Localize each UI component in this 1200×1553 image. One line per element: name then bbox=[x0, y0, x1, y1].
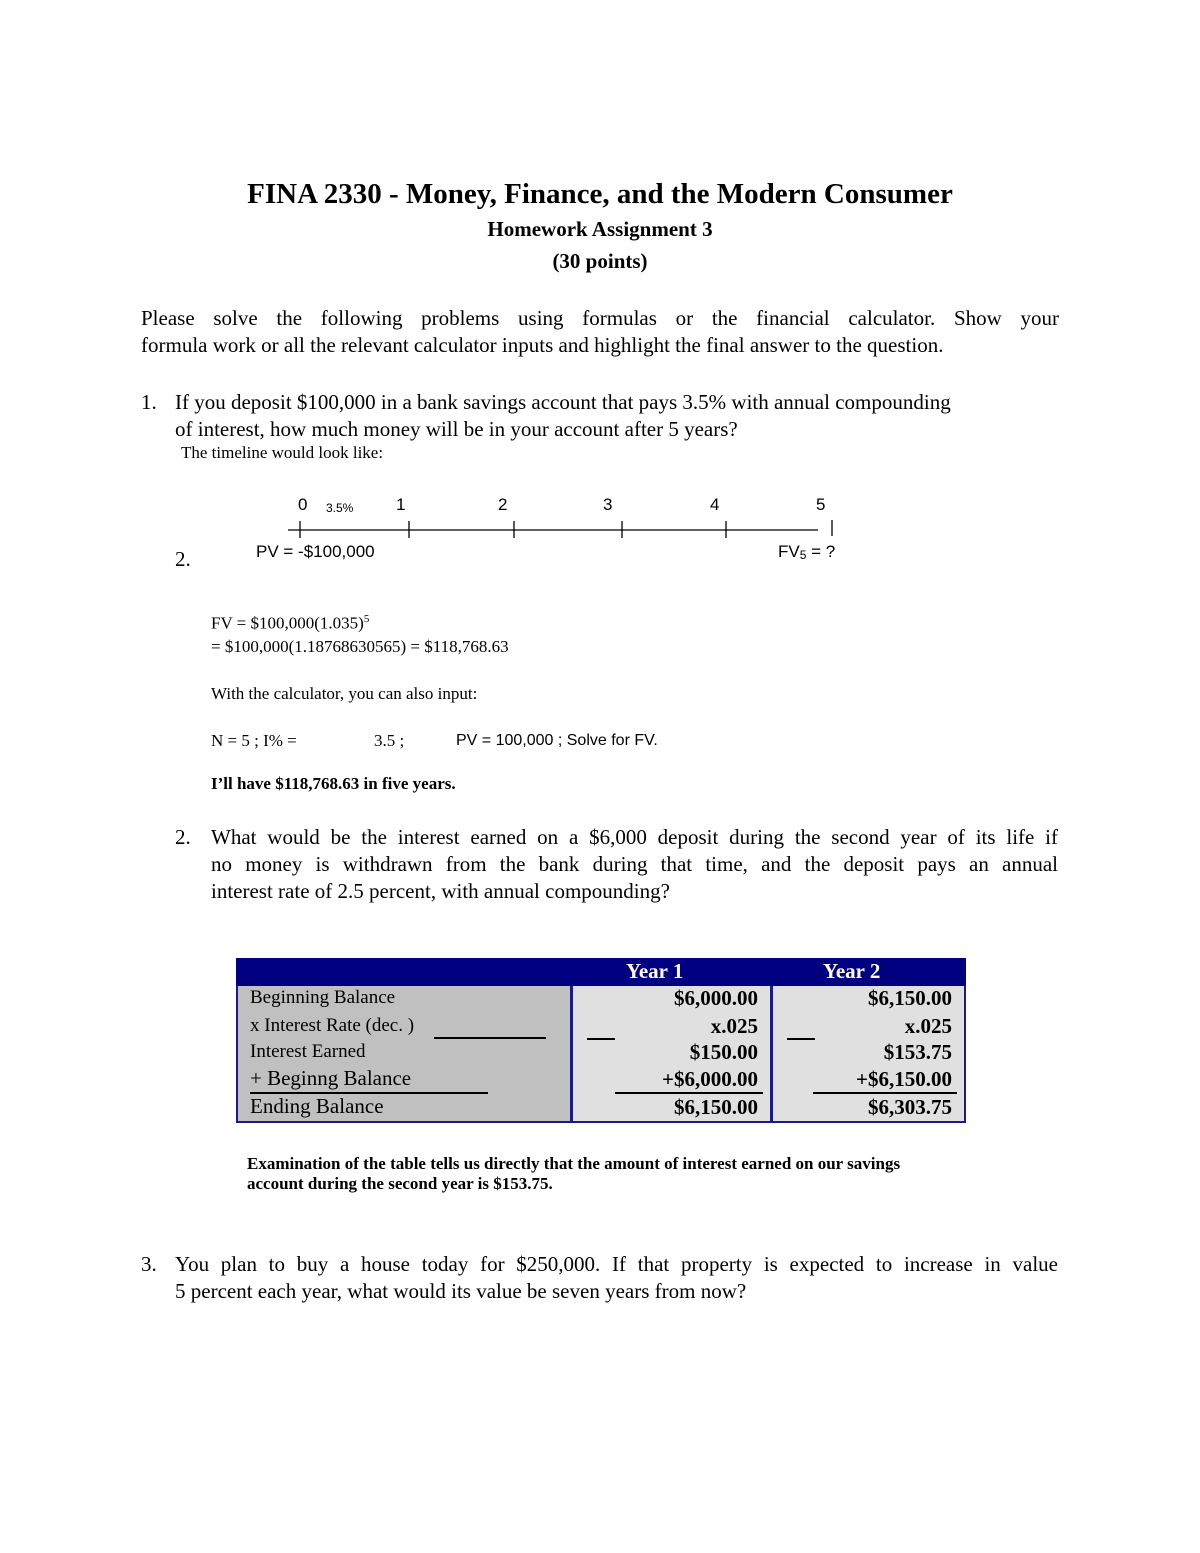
label-column bbox=[236, 986, 570, 1123]
row-label-beginning-balance: Beginning Balance bbox=[250, 987, 396, 1008]
timeline-fv: FV5 = ? bbox=[778, 542, 836, 562]
interest-table bbox=[236, 958, 966, 1123]
timeline-stray-number: 2. bbox=[175, 547, 191, 571]
q1-number: 1. bbox=[141, 390, 157, 414]
q1-answer: I’ll have $118,768.63 in five years. bbox=[211, 774, 456, 793]
q1-line-1: If you deposit $100,000 in a bank savings account that pays 3.5% with annual compounding bbox=[175, 390, 951, 414]
y2-interest-rate: x.025 bbox=[904, 1014, 952, 1038]
row-label-interest-earned: Interest Earned bbox=[250, 1041, 366, 1062]
y2-interest-earned: $153.75 bbox=[883, 1040, 952, 1064]
q2-number: 2. bbox=[175, 825, 191, 849]
y2-dash bbox=[787, 1038, 815, 1040]
timeline-period-5: 5 bbox=[816, 495, 826, 514]
y1-interest-earned: $150.00 bbox=[689, 1040, 758, 1064]
header-year-1: Year 1 bbox=[626, 959, 684, 983]
timeline-rate: 3.5% bbox=[326, 501, 354, 515]
y1-beginning-balance: $6,000.00 bbox=[674, 986, 758, 1010]
y1-plus-beginning: +$6,000.00 bbox=[662, 1067, 758, 1091]
q2-line-3: interest rate of 2.5 percent, with annual compounding? bbox=[211, 879, 670, 903]
header-year-2: Year 2 bbox=[823, 959, 881, 983]
q3-line-2: 5 percent each year, what would its value be seven years from now? bbox=[175, 1279, 747, 1303]
q2-answer-line-2: account during the second year is $153.75. bbox=[247, 1174, 553, 1193]
y2-plus-beginning: +$6,150.00 bbox=[856, 1067, 952, 1091]
y2-ending-balance: $6,303.75 bbox=[868, 1095, 952, 1119]
calculator-pv-input: PV = 100,000 ; Solve for FV. bbox=[456, 732, 658, 749]
y2-sum-line bbox=[813, 1092, 957, 1094]
document-title: FINA 2330 - Money, Finance, and the Modern Consumer bbox=[247, 178, 953, 210]
formula-line-2: = $100,000(1.18768630565) = $118,768.63 bbox=[211, 637, 509, 656]
points-label: (30 points) bbox=[552, 249, 648, 273]
q2-answer-line-1: Examination of the table tells us directly that the amount of interest earned on our savings bbox=[247, 1154, 901, 1173]
row-label-ending-balance: Ending Balance bbox=[250, 1094, 384, 1118]
q1-line-2: of interest, how much money will be in your account after 5 years? bbox=[175, 417, 738, 441]
row-label-interest-rate: x Interest Rate (dec. ) bbox=[250, 1015, 415, 1036]
y1-dash bbox=[587, 1038, 615, 1040]
timeline-intro: The timeline would look like: bbox=[181, 443, 384, 462]
y2-beginning-balance: $6,150.00 bbox=[868, 986, 952, 1010]
timeline-diagram bbox=[250, 490, 870, 570]
q2-line-1: What would be the interest earned on a $6,000 deposit during the second year of its life if bbox=[211, 825, 1058, 849]
calculator-i-input: 3.5 ; bbox=[374, 731, 405, 750]
assignment-subtitle: Homework Assignment 3 bbox=[487, 217, 713, 241]
q2-line-2: no money is withdrawn from the bank during that time, and the deposit pays an annual bbox=[211, 852, 1058, 876]
y1-ending-balance: $6,150.00 bbox=[674, 1095, 758, 1119]
table-header bbox=[236, 958, 966, 986]
year-2-column bbox=[770, 986, 966, 1123]
y1-sum-line bbox=[615, 1092, 763, 1094]
timeline-period-4: 4 bbox=[710, 495, 720, 514]
timeline-period-3: 3 bbox=[603, 495, 613, 514]
calculator-intro: With the calculator, you can also input: bbox=[211, 684, 478, 703]
timeline-period-1: 1 bbox=[396, 495, 406, 514]
q3-number: 3. bbox=[141, 1252, 157, 1276]
timeline-period-2: 2 bbox=[498, 495, 508, 514]
row-label-plus-beginning: + Beginng Balance bbox=[250, 1066, 412, 1090]
calculator-n-input: N = 5 ; I% = bbox=[211, 731, 297, 750]
timeline-period-0: 0 bbox=[298, 495, 308, 514]
formula-line-1: FV = $\$100,000(1.035)^5$ bbox=[211, 613, 370, 633]
q3-line-1: You plan to buy a house today for $250,000. If that property is expected to increase in value bbox=[175, 1252, 1058, 1276]
y1-interest-rate: x.025 bbox=[710, 1014, 758, 1038]
intro-line-2: formula work or all the relevant calculator inputs and highlight the final answer to the question. bbox=[141, 333, 944, 357]
timeline-pv: PV = -$100,000 bbox=[256, 542, 375, 561]
label-underline-1 bbox=[434, 1037, 546, 1039]
intro-line-1: Please solve the following problems using formulas or the financial calculator. Show your bbox=[141, 306, 1059, 330]
year-1-column bbox=[570, 986, 770, 1123]
